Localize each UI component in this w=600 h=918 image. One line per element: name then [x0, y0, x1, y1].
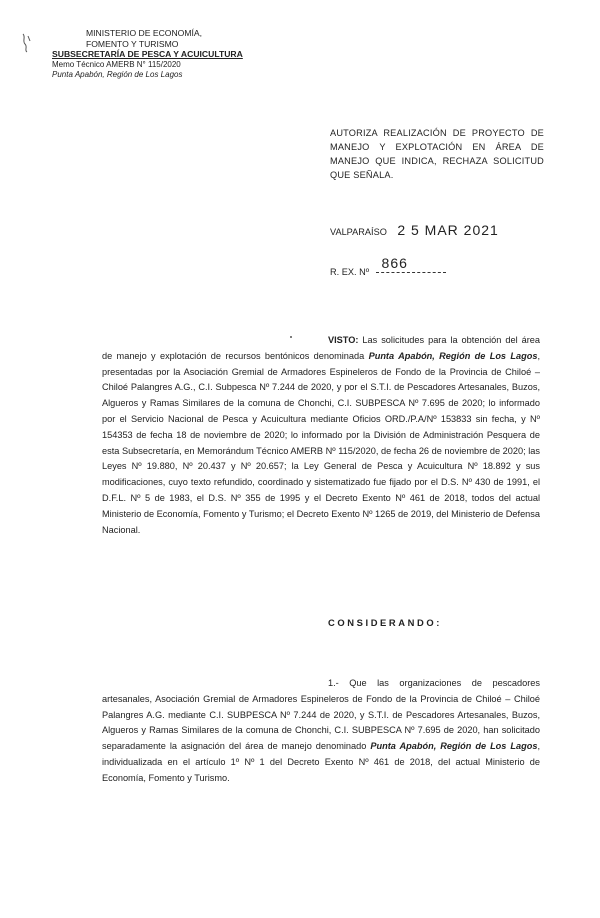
visto-label: VISTO: — [328, 335, 359, 345]
header-location: Punta Apabón, Región de Los Lagos — [52, 70, 183, 79]
header-ministry-sub: FOMENTO Y TURISMO — [86, 38, 179, 49]
date-line — [330, 222, 499, 240]
resolution-label: R. EX. Nº — [330, 267, 370, 277]
date-stamp: 2 5 MAR 2021 — [397, 222, 499, 238]
header-memo: Memo Técnico AMERB N° 115/2020 — [52, 59, 181, 69]
considerando-heading: CONSIDERANDO: — [328, 617, 443, 628]
resolution-number: 866 — [381, 255, 408, 271]
visto-text-2: , presentadas por la Asociación Gremial de Armadores Espineleros de Fondo de la Provincia de Chiloé – Chiloé Palangres A.G., C.I. Subpesca Nº 7.244 de 2020, y por el S.T.I. de Pescadores Artesanales, Buzos, Algueros y Ramas Similares de la comuna de Chonchi, C.I. SUBPESCA Nº 7.695 de 2020; lo informado por el Servicio Nacional de Pesca y Acuicultura mediante Oficios ORD./P.A/Nº 153833 sin fecha, y Nº 154353 de fecha 18 de noviembre de 2020; lo informado por la División de Administración Pesquera de esta Subsecretaría, en Memorándum Técnico AMERB Nº 115/2020, de fecha 26 de noviembre de 2020; las Leyes Nº 19.880, Nº 20.437 y Nº 20.657; la Ley General de Pesca y Acuicultura Nº 18.892 y sus modificaciones, cuyo texto refundido, coordinado y sistematizado fue fijado por el D.S. Nº 430 de 1991, el D.F.L. Nº 5 de 1983, el D.S. Nº 355 de 1995 y el Decreto Exento Nº 461 de 2018, todos del actual Ministerio de Economía, Fomento y Turismo; el Decreto Exento Nº 1265 de 2019, del Ministerio de Defensa Nacional. — [102, 350, 540, 535]
considerando-paragraph-1 — [102, 676, 540, 787]
considerando-text-2: , individualizada en el artículo 1º Nº 1 del Decreto Exento Nº 461 de 2018, del actual Ministerio de Economía, Fomento y Turismo. — [102, 741, 541, 783]
resolution-number-line — [330, 255, 446, 280]
header-subsecretaria: SUBSECRETARÍA DE PESCA Y ACUICULTURA — [52, 49, 243, 59]
document-title: AUTORIZA REALIZACIÓN DE PROYECTO DE MANEJO Y EXPLOTACIÓN EN ÁREA DE MANEJO QUE INDICA, RECHAZA SOLICITUD QUE SEÑALA. — [330, 128, 544, 180]
resolution-underline — [376, 272, 446, 273]
ministry-header — [0, 28, 300, 81]
date-place: VALPARAÍSO — [330, 227, 387, 237]
header-ministry: MINISTERIO DE ECONOMÍA, — [86, 28, 203, 38]
considerando-area-name: Punta Apabón, Región de Los Lagos — [370, 741, 538, 752]
considerando-text-1: 1.- Que las organizaciones de pescadores artesanales, Asociación Gremial de Armadores Espineleros de Fondo de la Provincia de Chiloé – Chiloé Palangres A.G. mediante C.I. SUBPESCA Nº 7.244 de 2020, y S.T.I. de Pescadores Artesanales, Buzos, Algueros y Ramas Similares de la comuna de Chonchi, C.I. SUBPESCA Nº 7.695 de 2020, han solicitado separadamente la asignación del área de manejo denominado — [102, 678, 540, 752]
visto-text-1: Las solicitudes para la obtención del área de manejo y explotación de recursos bentónicos denominada — [102, 335, 540, 361]
visto-paragraph — [102, 333, 540, 538]
visto-area-name: Punta Apabón, Región de Los Lagos — [368, 350, 538, 361]
